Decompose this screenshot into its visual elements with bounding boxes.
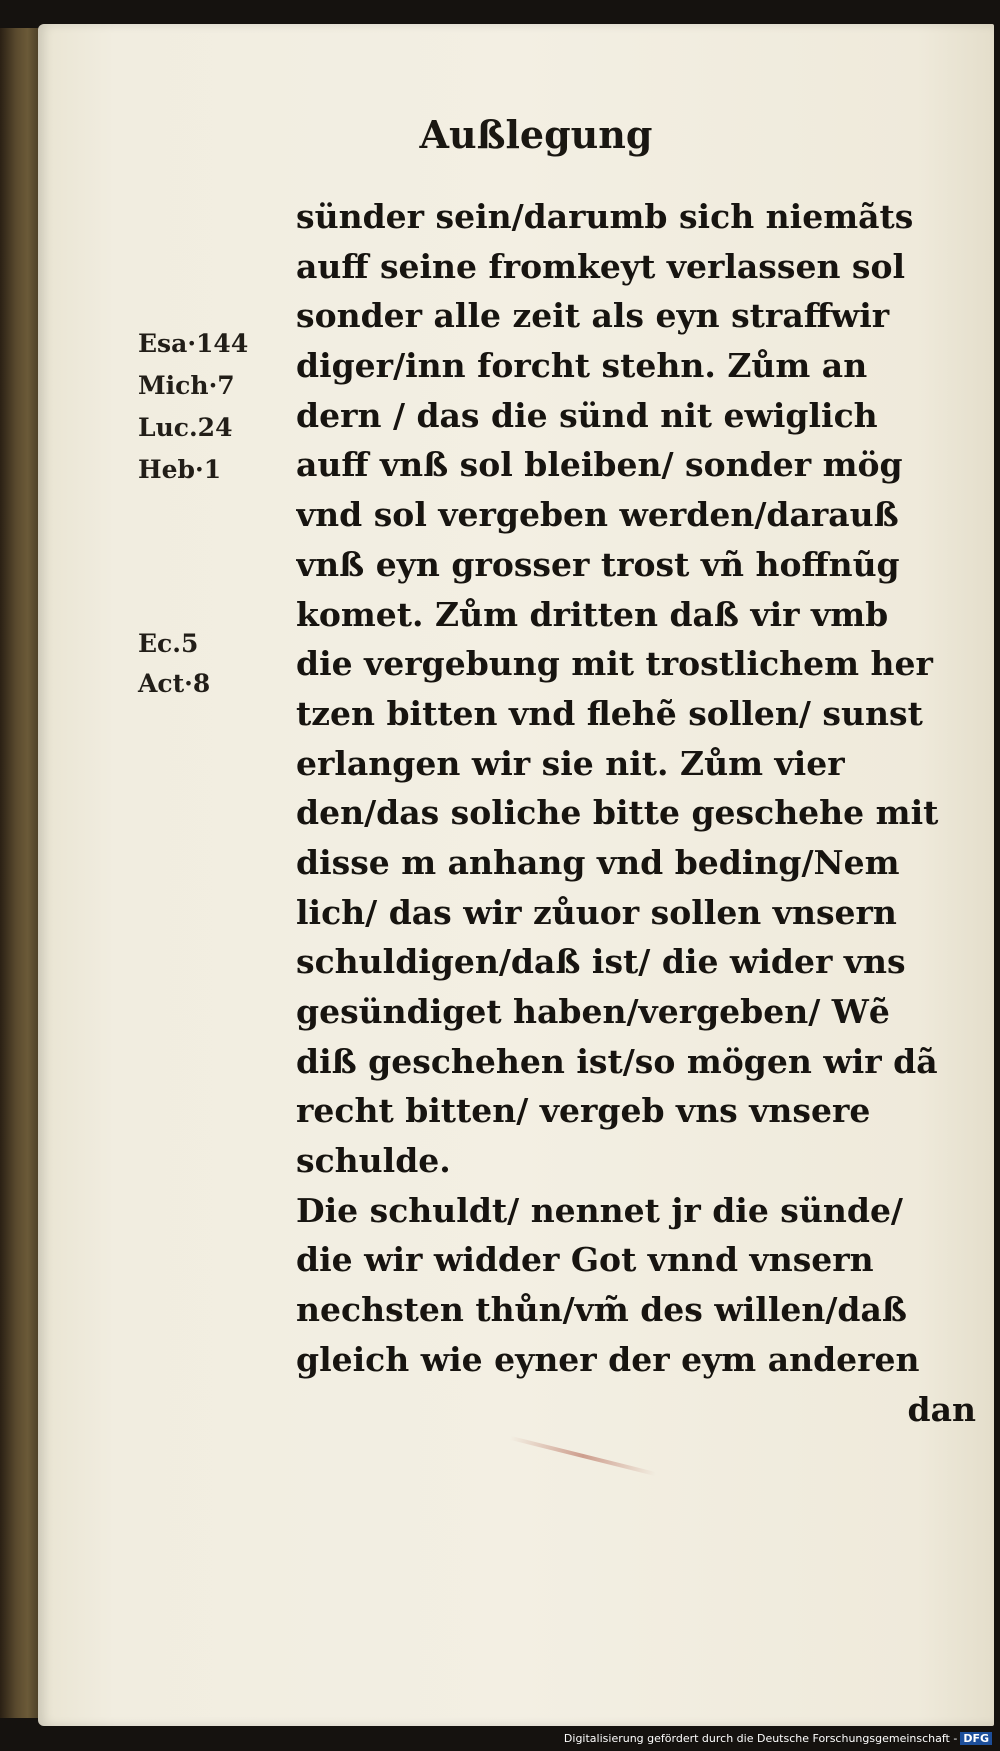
body-text: [296, 192, 976, 1434]
text-line: erlangen wir sie nit. Zům vier: [296, 743, 845, 783]
text-line: vnd sol vergeben werden/darauß: [296, 495, 899, 535]
book-page: [38, 24, 994, 1726]
text-line: die vergebung mit trostlichem her: [296, 644, 933, 684]
text-line: vnß eyn grosser trost vñ hoffnũg: [296, 544, 900, 584]
text-line: nechsten thůn/vm̃ des willen/daß: [296, 1290, 907, 1330]
credit-text: Digitalisierung gefördert durch die Deutsche Forschungsgemeinschaft -: [563, 1732, 958, 1745]
text-line: sonder alle zeit als eyn straffwir: [296, 296, 890, 336]
dfg-logo: DFG: [960, 1732, 992, 1745]
page-header: [38, 112, 994, 157]
digitization-credit: [564, 1732, 992, 1745]
text-line: tzen bitten vnd flehẽ sollen/ sunst: [296, 693, 923, 733]
text-line: Die schuldt/ nennet jr die sünde/: [296, 1190, 903, 1230]
margin-note: Mich·7: [138, 371, 235, 400]
text-line: schulde.: [296, 1141, 451, 1181]
text-line: gleich wie eyner der eym anderen: [296, 1339, 920, 1379]
margin-note: Heb·1: [138, 455, 222, 484]
running-title: Außlegung: [419, 112, 653, 157]
margin-note: Act·8: [138, 669, 211, 698]
text-line: komet. Zům dritten daß vir vmb: [296, 594, 889, 634]
text-line: gesündiget haben/vergeben/ Wẽ: [296, 992, 890, 1031]
text-line: auff seine fromkeyt verlassen sol: [296, 246, 906, 286]
text-line: auff vnß sol bleiben/ sonder mög: [296, 445, 903, 485]
ink-stain: [510, 1436, 657, 1476]
margin-note: Esa·144: [138, 329, 249, 358]
margin-note: Ec.5: [138, 629, 199, 658]
text-line: schuldigen/daß ist/ die wider vns: [296, 942, 906, 982]
text-line: sünder sein/darumb sich niemãts: [296, 197, 914, 236]
text-line: diger/inn forcht stehn. Zům an: [296, 346, 868, 386]
text-line: disse m anhang vnd beding/Nem: [296, 842, 900, 882]
text-line: dern / das die sünd nit ewiglich: [296, 395, 878, 435]
margin-note: Luc.24: [138, 413, 233, 442]
text-line: den/das soliche bitte geschehe mit: [296, 793, 939, 833]
text-line: die wir widder Got vnnd vnsern: [296, 1240, 874, 1280]
text-line: recht bitten/ vergeb vns vnsere: [296, 1091, 871, 1131]
text-line: diß geschehen ist/so mögen wir dã: [296, 1041, 938, 1081]
catchword: dan: [907, 1389, 976, 1429]
text-line: lich/ das wir zůuor sollen vnsern: [296, 892, 897, 932]
